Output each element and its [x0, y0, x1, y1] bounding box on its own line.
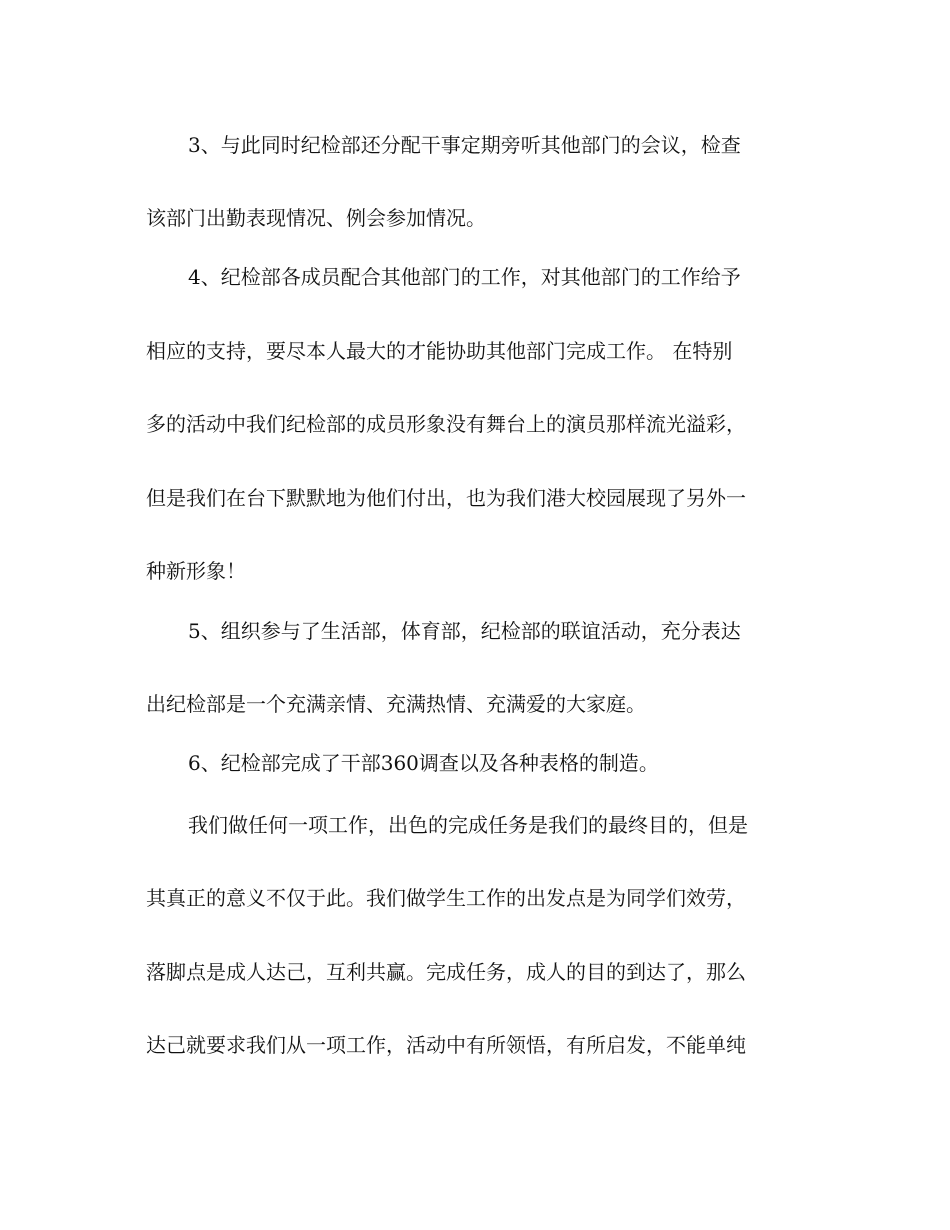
paragraph-5-line-2: 出纪检部是一个充满亲情、充满热情、充满爱的大家庭。	[146, 692, 646, 716]
paragraph-3-line-2: 该部门出勤表现情况、例会参加情况。	[146, 206, 486, 230]
paragraph-7-line-2: 其真正的意义不仅于此。我们做学生工作的出发点是为同学们效劳，	[146, 886, 746, 910]
paragraph-4-line-4: 但是我们在台下默默地为他们付出，也为我们港大校园展现了另外一	[146, 486, 746, 510]
paragraph-7-line-4: 达己就要求我们从一项工作，活动中有所领悟，有所启发，不能单纯	[146, 1033, 746, 1057]
paragraph-4-line-3: 多的活动中我们纪检部的成员形象没有舞台上的演员那样流光溢彩，	[146, 412, 746, 436]
paragraph-7-line-3: 落脚点是成人达己，互利共赢。完成任务，成人的目的到达了，那么	[146, 960, 746, 984]
paragraph-4-line-2: 相应的支持，要尽本人最大的才能协助其他部门完成工作。 在特别	[146, 339, 733, 363]
paragraph-3-line-1: 3、与此同时纪检部还分配干事定期旁听其他部门的会议，检查	[188, 133, 741, 157]
paragraph-6-line-1: 6、纪检部完成了干部360调查以及各种表格的制造。	[188, 751, 659, 775]
paragraph-5-line-1: 5、组织参与了生活部，体育部，纪检部的联谊活动，充分表达	[188, 619, 741, 643]
paragraph-7-line-1: 我们做任何一项工作，出色的完成任务是我们的最终目的，但是	[188, 813, 748, 837]
paragraph-4-line-5: 种新形象！	[146, 559, 246, 583]
paragraph-4-line-1: 4、纪检部各成员配合其他部门的工作，对其他部门的工作给予	[188, 265, 741, 289]
